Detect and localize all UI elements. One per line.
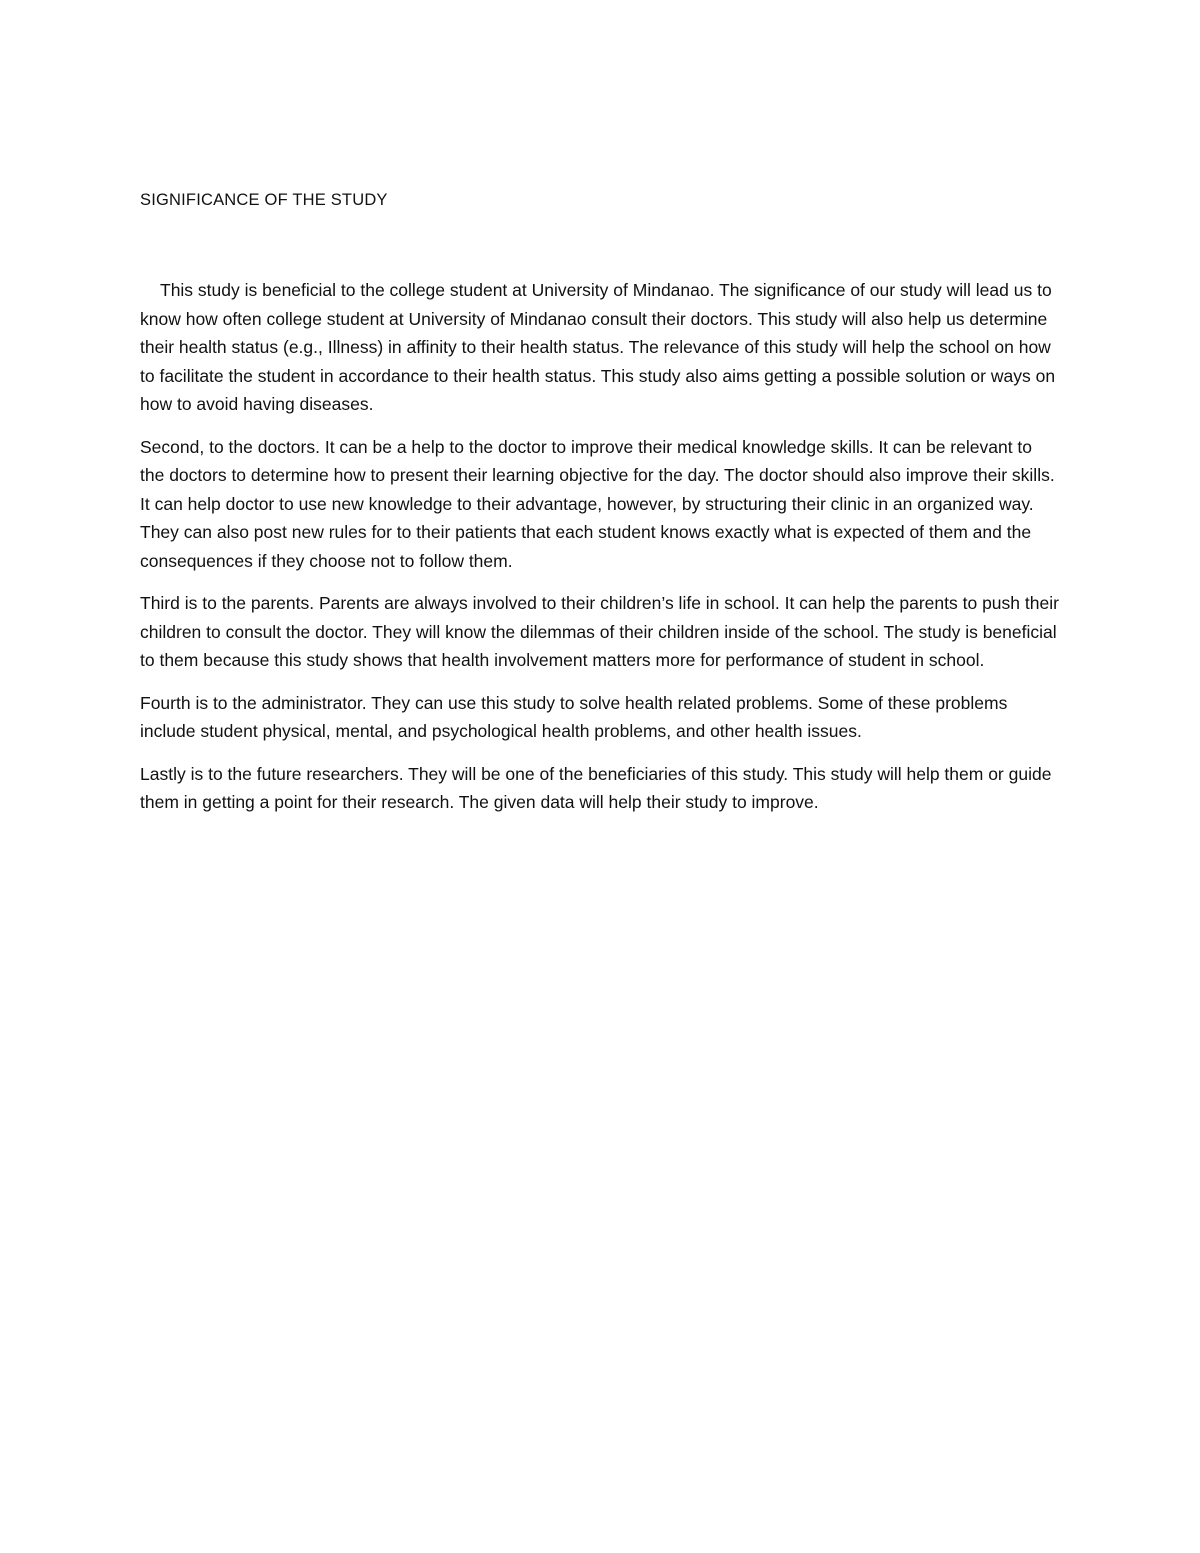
- paragraph-parents: Third is to the parents. Parents are always involved to their children’s life in school. It can help the parents to push their children to consult the doctor. They will know the dilemmas of their children inside of the school. The study is beneficial to them because this study shows that health involvement matters more for performance of student in school.: [140, 593, 1059, 670]
- paragraph-doctors: Second, to the doctors. It can be a help to the doctor to improve their medical knowledge skills. It can be relevant to the doctors to determine how to present their learning objective for the day. The doctor should also improve their skills. It can help doctor to use new knowledge to their advantage, however, by structuring their clinic in an organized way. They can also post new rules for to their patients that each student knows exactly what is expected of them and the consequences if they choose not to follow them.: [140, 436, 1055, 571]
- paragraph-administrator: Fourth is to the administrator. They can use this study to solve health related problems. Some of these problems include student physical, mental, and psychological health problems, and other health issues.: [140, 692, 1008, 741]
- document-title: SIGNIFICANCE OF THE STUDY: [140, 191, 388, 209]
- document-body: [140, 188, 1060, 831]
- paragraph-future-researchers: Lastly is to the future researchers. They will be one of the beneficiaries of this study. This study will help them or guide them in getting a point for their research. The given data will help their study to improve.: [140, 763, 1052, 812]
- paragraph-introduction: This study is beneficial to the college student at University of Mindanao. The significance of our study will lead us to know how often college student at University of Mindanao consult their doctors. This study will also help us determine their health status (e.g., Illness) in affinity to their health status. The relevance of this study will help the school on how to facilitate the student in accordance to their health status. This study also aims getting a possible solution or ways on how to avoid having diseases.: [140, 280, 1056, 414]
